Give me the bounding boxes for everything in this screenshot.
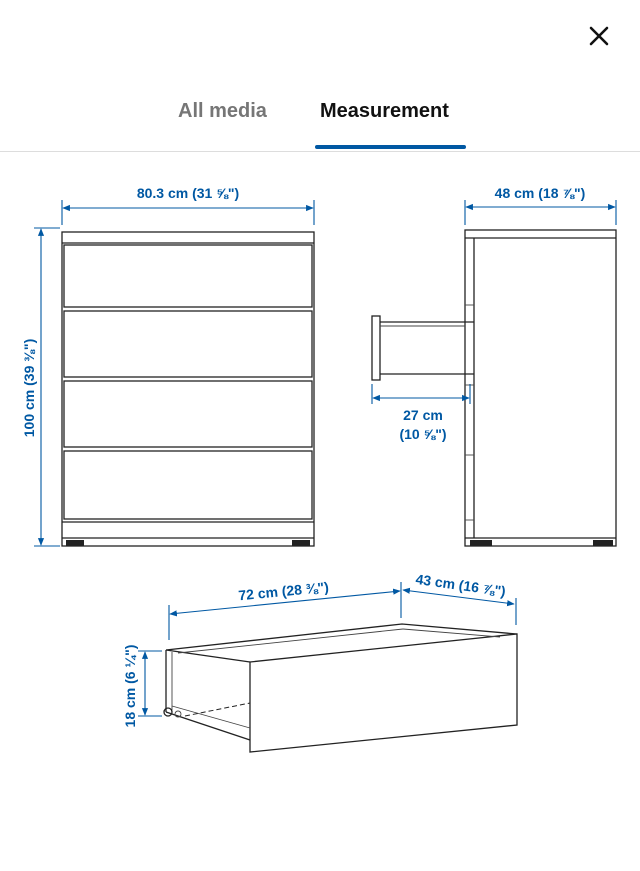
dim-height: 100 cm (39 ⅜"): [21, 338, 37, 438]
side-view: [372, 230, 616, 546]
dim-front-width: 80.3 cm (31 ⅝"): [136, 185, 240, 201]
drawer-view: [164, 624, 517, 752]
dim-pullout-in: (10 ⅝"): [399, 426, 447, 442]
dim-side-depth: 48 cm (18 ⅞"): [494, 185, 586, 201]
tab-all-media[interactable]: All media: [178, 100, 267, 122]
dim-drawer-width: 72 cm (28 ⅜"): [237, 578, 330, 604]
dim-pullout-cm: 27 cm: [403, 407, 443, 423]
tab-measurement[interactable]: Measurement: [320, 100, 449, 122]
front-view: [62, 232, 314, 546]
dim-drawer-height: 18 cm (6 ¼"): [122, 644, 138, 728]
dim-drawer-depth: 43 cm (16 ⅞"): [414, 570, 507, 600]
